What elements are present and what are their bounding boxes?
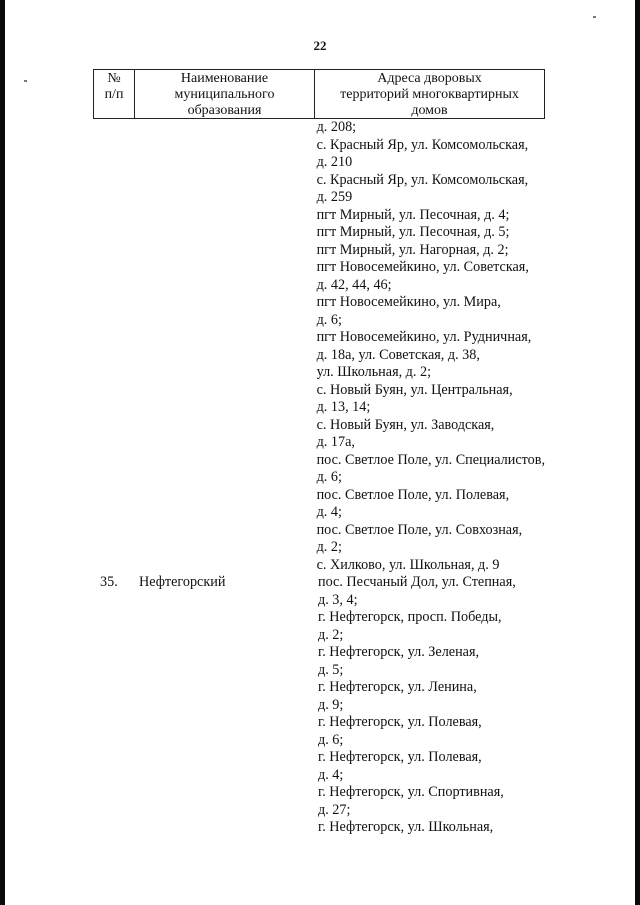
- address-line: пос. Песчаный Дол, ул. Степная,: [318, 574, 516, 590]
- address-line: д. 2;: [318, 626, 344, 643]
- address-line: д. 259: [316, 189, 353, 205]
- header-municipality-line: образования: [187, 103, 262, 118]
- municipality-name: [134, 119, 313, 574]
- header-addresses-line: домов: [411, 103, 448, 118]
- address-line: пгт Мирный, ул. Песочная, д. 4;: [316, 206, 510, 223]
- address-line: г. Нефтегорск, ул. Полевая,: [318, 749, 482, 765]
- header-municipality-line: муниципального: [174, 87, 275, 102]
- municipality-name: Нефтегорский: [139, 574, 226, 590]
- address-line: ул. Школьная, д. 2;: [316, 364, 432, 380]
- header-number-line: п/п: [104, 87, 124, 102]
- address-line: г. Нефтегорск, ул. Ленина,: [318, 679, 477, 695]
- table-row: [93, 119, 545, 574]
- address-line: д. 6;: [316, 469, 342, 485]
- address-line: д. 4;: [318, 766, 344, 783]
- table-row: [93, 574, 545, 837]
- address-line: д. 6;: [318, 731, 344, 748]
- scan-edge-left: [0, 0, 5, 905]
- address-line: пгт Новосемейкино, ул. Мира,: [316, 294, 501, 310]
- address-line: д. 17а,: [316, 434, 355, 450]
- address-line: г. Нефтегорск, просп. Победы,: [318, 609, 502, 625]
- table-header: [93, 69, 545, 119]
- address-line: с. Красный Яр, ул. Комсомольская,: [316, 136, 529, 153]
- address-line: д. 6;: [316, 311, 342, 328]
- address-line: д. 13, 14;: [316, 399, 371, 415]
- header-municipality-line: Наименование: [180, 71, 269, 86]
- address-line: г. Нефтегорск, ул. Зеленая,: [318, 644, 480, 660]
- addresses-table: [93, 69, 545, 837]
- address-line: пгт Мирный, ул. Песочная, д. 5;: [316, 224, 510, 240]
- address-list: [313, 119, 545, 574]
- address-line: д. 9;: [318, 696, 344, 713]
- address-line: с. Хилково, ул. Школьная, д. 9: [316, 556, 500, 573]
- row-number: 35.: [100, 574, 118, 590]
- address-line: д. 5;: [318, 661, 344, 678]
- header-number: [94, 70, 135, 118]
- address-line: д. 210: [316, 154, 353, 170]
- scan-speck: [24, 80, 27, 82]
- address-line: с. Новый Буян, ул. Центральная,: [316, 381, 513, 398]
- address-line: пос. Светлое Поле, ул. Совхозная,: [316, 521, 523, 538]
- address-line: д. 4;: [316, 504, 342, 520]
- address-list: [314, 574, 545, 837]
- header-addresses-line: территорий многоквартирных: [340, 87, 519, 102]
- header-addresses-line: Адреса дворовых: [377, 71, 482, 86]
- address-line: г. Нефтегорск, ул. Полевая,: [318, 714, 482, 730]
- address-line: пгт Новосемейкино, ул. Советская,: [316, 259, 529, 275]
- header-addresses: [315, 70, 544, 118]
- row-number: [93, 119, 134, 574]
- address-line: пгт Мирный, ул. Нагорная, д. 2;: [316, 241, 509, 258]
- address-line: г. Нефтегорск, ул. Спортивная,: [318, 784, 504, 800]
- address-line: пос. Светлое Поле, ул. Специалистов,: [316, 451, 545, 468]
- header-number-line: №: [107, 71, 121, 86]
- address-line: д. 18а, ул. Советская, д. 38,: [316, 346, 480, 363]
- address-line: с. Красный Яр, ул. Комсомольская,: [316, 171, 529, 188]
- address-line: д. 3, 4;: [318, 591, 358, 608]
- address-line: пос. Светлое Поле, ул. Полевая,: [316, 486, 510, 503]
- address-line: с. Новый Буян, ул. Заводская,: [316, 416, 495, 433]
- page-number: 22: [313, 38, 327, 53]
- scan-edge-right: [635, 0, 640, 905]
- address-line: д. 42, 44, 46;: [316, 276, 392, 293]
- address-line: д. 27;: [318, 801, 351, 818]
- header-municipality: [135, 70, 315, 118]
- address-line: г. Нефтегорск, ул. Школьная,: [318, 819, 494, 835]
- address-line: д. 208;: [316, 119, 357, 135]
- address-line: д. 2;: [316, 539, 342, 555]
- scan-speck: [593, 16, 596, 18]
- address-line: пгт Новосемейкино, ул. Рудничная,: [316, 329, 532, 345]
- table-body: [93, 119, 545, 837]
